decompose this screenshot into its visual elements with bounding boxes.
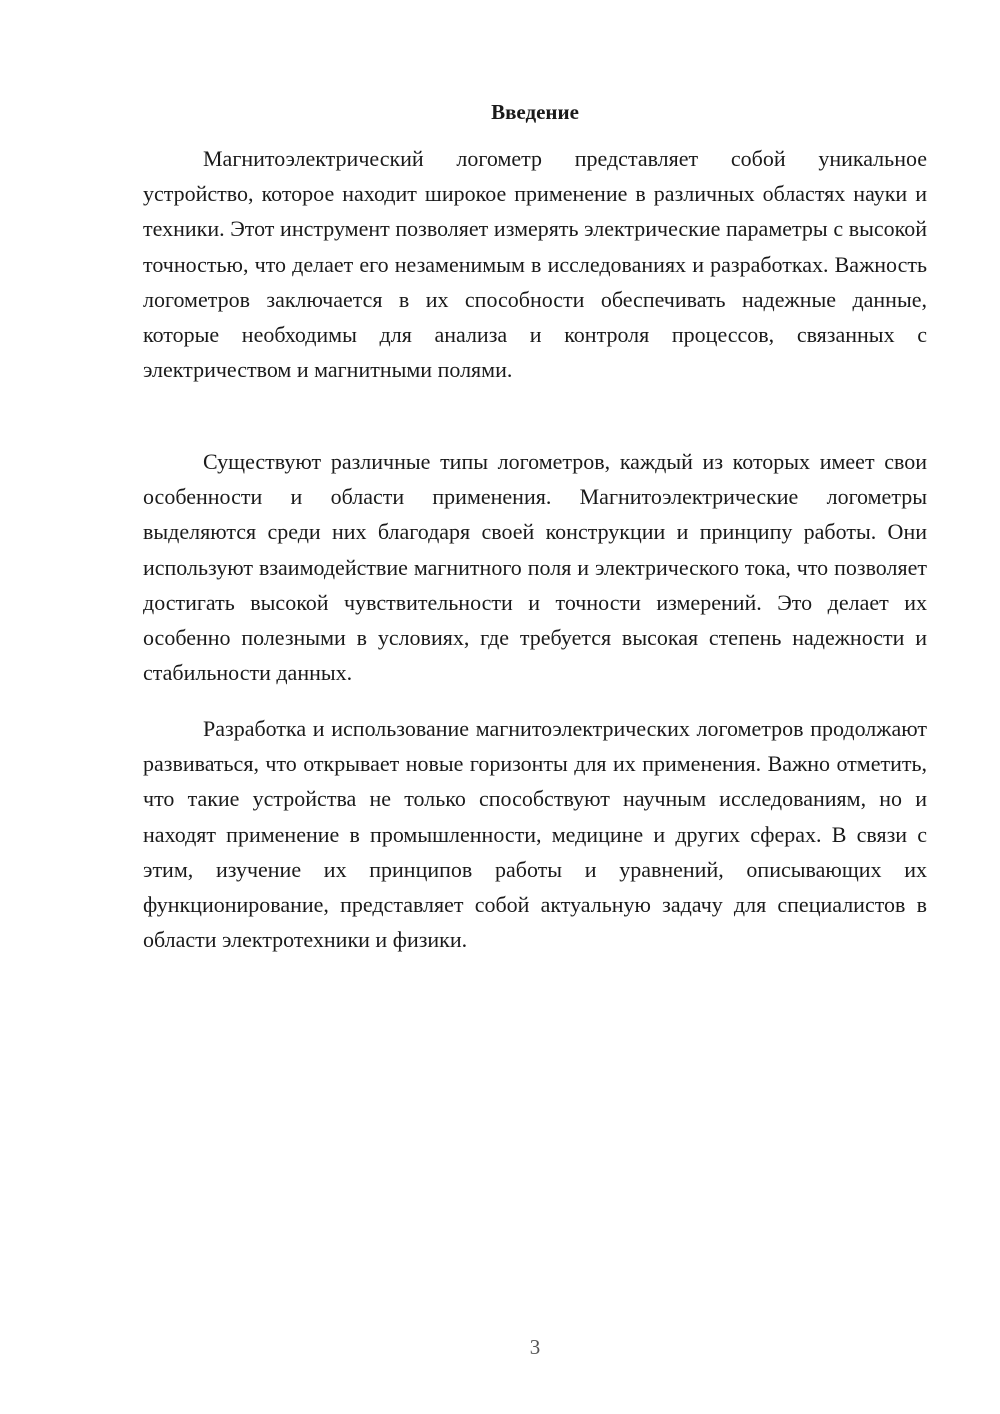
paragraph-1: Магнитоэлектрический логометр представляет собой уникальное устройство, которое находит широкое применение в различных областях науки и техники. Этот инструмент позволяет измерять электрические параметры с высокой точностью, что делает его незаменимым в исследованиях и разработках. Важность логометров заключается в их способности обеспечивать надежные данные, которые необходимы для анализа и контроля процессов, связанных с электричеством и магнитными полями. xyxy=(143,146,927,383)
paragraph-3: Разработка и использование магнитоэлектрических логометров продолжают развиваться, что открывает новые горизонты для их применения. Важно отметить, что такие устройства не только способствуют научным исследованиям, но и находят применение в промышленности, медицине и других сферах. В связи с этим, изучение их принципов работы и уравнений, описывающих их функционирование, представляет собой актуальную задачу для специалистов в области электротехники и физики. xyxy=(143,716,927,953)
paragraph-2: Существуют различные типы логометров, каждый из которых имеет свои особенности и области применения. Магнитоэлектрические логометры выделяются среди них благодаря своей конструкции и принципу работы. Они используют взаимодействие магнитного поля и электрического тока, что позволяет достигать высокой чувствительности и точности измерений. Это делает их особенно полезными в условиях, где требуется высокая степень надежности и стабильности данных. xyxy=(143,449,927,686)
section-title: Введение xyxy=(491,100,579,124)
page-number: 3 xyxy=(529,1335,541,1359)
